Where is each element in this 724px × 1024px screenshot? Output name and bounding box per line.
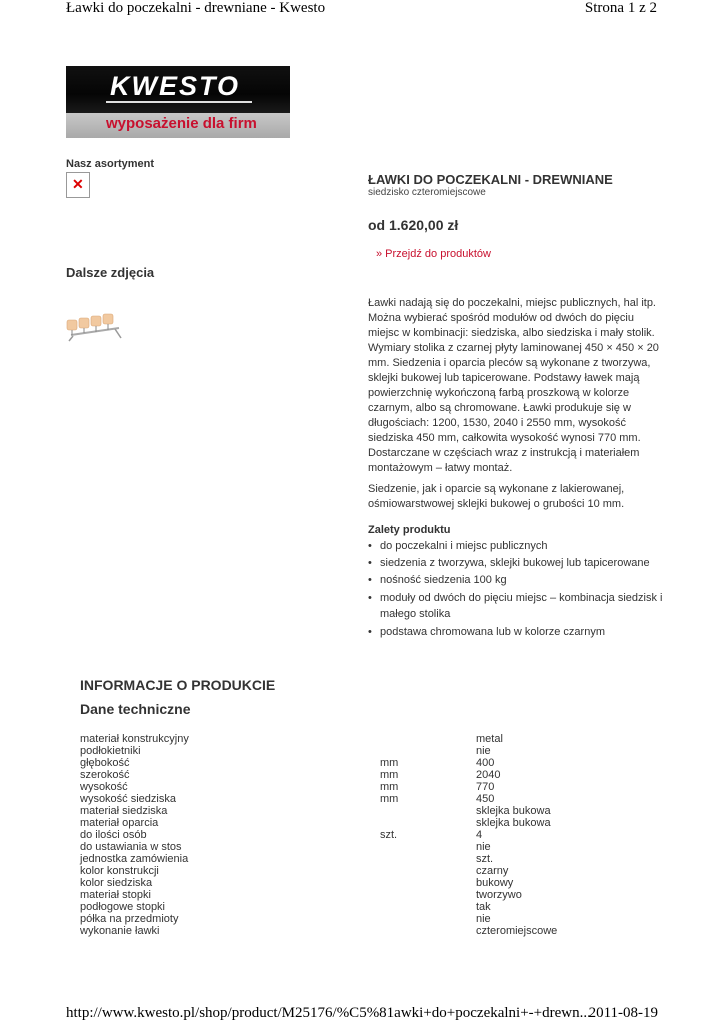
table-row: materiał siedziska sklejka bukowa [80, 805, 551, 817]
bench-thumbnail[interactable] [63, 308, 125, 342]
table-row: półka na przedmioty nie [80, 913, 491, 925]
bench-icon [67, 314, 121, 341]
table-row: jednostka zamówienia szt. [80, 853, 494, 865]
logo-underline [106, 101, 252, 103]
list-item: • moduły od dwóch do pięciu miejsc – kombinacja siedzisk i małego stolika [368, 591, 663, 621]
assortment-label: Nasz asortyment [66, 158, 155, 170]
product-title: ŁAWKI DO POCZEKALNI - DREWNIANE [368, 172, 613, 187]
list-item: • do poczekalni i miejsc publicznych [368, 538, 668, 554]
tech-data-heading: Dane techniczne [80, 701, 191, 717]
product-info-heading: INFORMACJE O PRODUKCIE [80, 677, 276, 693]
product-subtitle: siedzisko czteromiejscowe [368, 187, 486, 198]
table-row: podłogowe stopki tak [80, 901, 491, 913]
table-row: wysokość siedziska mm 450 [80, 793, 495, 805]
product-price: od 1.620,00 zł [368, 217, 459, 233]
page-number: Strona 1 z 2 [584, 0, 657, 16]
bullet-icon: • [368, 625, 372, 638]
list-item: • siedzenia z tworzywa, sklejki bukowej lub tapicerowane [368, 555, 668, 571]
table-row: kolor siedziska bukowy [80, 877, 514, 889]
document-title: Ławki do poczekalni - drewniane - Kwesto [66, 0, 326, 16]
table-row: materiał konstrukcyjny metal [80, 733, 503, 745]
kwesto-logo[interactable] [66, 66, 290, 138]
bullet-icon: • [368, 574, 372, 587]
table-row: materiał oparcia sklejka bukowa [80, 817, 551, 829]
advantages-list [368, 538, 668, 640]
table-row: głębokość mm 400 [80, 757, 495, 769]
logo-tagline: wyposażenie dla firm [106, 115, 257, 132]
broken-image-icon: ✕ [66, 172, 90, 198]
bullet-icon: • [368, 557, 372, 570]
logo-wordmark: KWESTO [110, 71, 241, 101]
product-description: Ławki nadają się do poczekalni, miejsc publicznych, hal itp. Można wybierać spośród modułów od dwóch do pięciu miejsc w kombinacji: siedziska, albo siedziska i mały stolik. Wymiary stolika z czarnej płyty laminowanej 450 × 450 × 20 mm. Siedzenia i oparcia pleców są wykonane z tworzywa, sklejki bukowej lub tapicerowane. Podstawy ławek mają powierzchnię wykończoną farbą proszkową w kolorze czarnym, albo są chromowane. Ławki produkuje się w długościach: 1200, 1530, 2040 i 2550 mm, wysokość siedziska 450 mm, całkowita wysokość wynosi 770 mm. Dostarczane w częściach wraz z instrukcją i materiałem montażowym – łatwy montaż. [368, 297, 659, 474]
table-row: wykonanie ławki czteromiejscowe [80, 925, 558, 937]
bullet-icon: • [368, 540, 372, 552]
table-row: wysokość mm 770 [80, 781, 495, 793]
spec-table [80, 733, 680, 937]
advantages-heading: Zalety produktu [368, 524, 451, 536]
more-photos-heading: Dalsze zdjęcia [66, 265, 155, 280]
table-row: szerokość mm 2040 [80, 769, 501, 781]
go-to-products-link[interactable]: » Przejdź do produktów [376, 248, 491, 260]
table-row: do ustawiania w stos nie [80, 841, 491, 853]
table-row: materiał stopki tworzywo [80, 889, 522, 901]
table-row: kolor konstrukcji czarny [80, 865, 509, 877]
source-url[interactable]: http://www.kwesto.pl/shop/product/M25176/%C5%81awki+do+poczekalni+-+drewn... [66, 1005, 591, 1021]
print-date: 2011-08-19 [588, 1005, 658, 1021]
list-item: • podstawa chromowana lub w kolorze czarnym [368, 624, 668, 640]
table-row: podłokietniki nie [80, 745, 491, 757]
table-row: do ilości osób szt. 4 [80, 829, 483, 841]
product-material-note: Siedzenie, jak i oparcie są wykonane z lakierowanej, ośmiowarstwowej sklejki bukowej o grubości 10 mm. [368, 483, 625, 510]
bullet-icon: • [368, 591, 372, 604]
list-item: • nośność siedzenia 100 kg [368, 572, 668, 588]
